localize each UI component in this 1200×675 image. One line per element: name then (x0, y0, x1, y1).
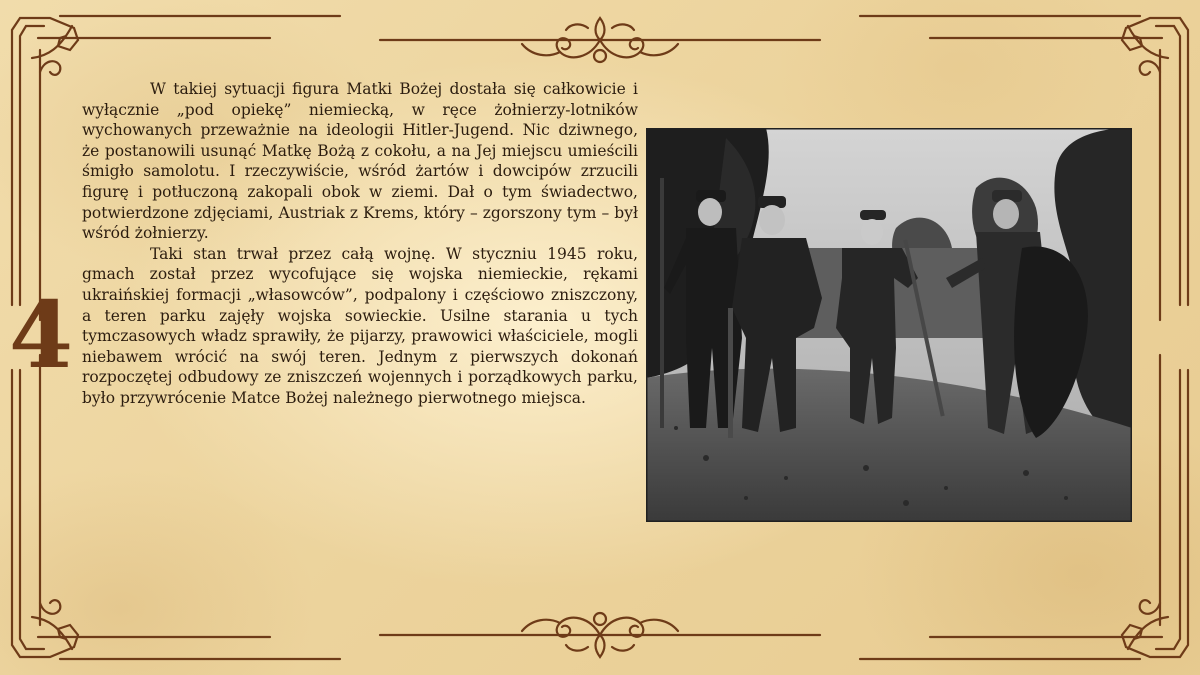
paragraph-1: W takiej sytuacji figura Matki Bożej dostała się całkowicie i wyłącznie „pod opiekę” niemiecką, w ręce żołnierzy-lotników wychowanych przeważnie na ideologii Hitler-Jugend. Nic dziwnego, że postanowili usunąć Matkę Bożą z cokołu, a na Jej miejscu umieścili śmigło samolotu. I rzeczywiście, wśród żartów i dowcipów zrzucili figurę i potłuczoną zakopali obok w ziemi. Dał o tym świadectwo, potwierdzone zdjęciami, Austriak z Krems, który – zgorszony tym – był wśród żołnierzy. (82, 80, 638, 243)
flourish-bottom-center (380, 613, 820, 657)
historical-photo (646, 128, 1132, 522)
paragraph-2: Taki stan trwał przez całą wojnę. W styczniu 1945 roku, gmach został przez wycofujące się wojska niemieckie, rękami ukraińskiej formacji „własowców”, podpalony i częściowo zniszczony, a teren parku zajęły wojska sowieckie. Usilne starania u tych tymczasowych władz sprawiły, że pijarzy, prawowici właściciele, mogli niebawem wrócić na swój teren. Jednym z pierwszych dokonań rozpoczętej odbudowy ze zniszczeń wojennych i porządkowych parku, było przywrócenie Matce Bożej należnego pierwotnego miejsca. (82, 244, 638, 407)
historical-photo-icon (646, 128, 1132, 522)
slide-number: 4 (8, 281, 73, 389)
flourish-top-center (380, 18, 820, 62)
article-text (82, 79, 638, 599)
